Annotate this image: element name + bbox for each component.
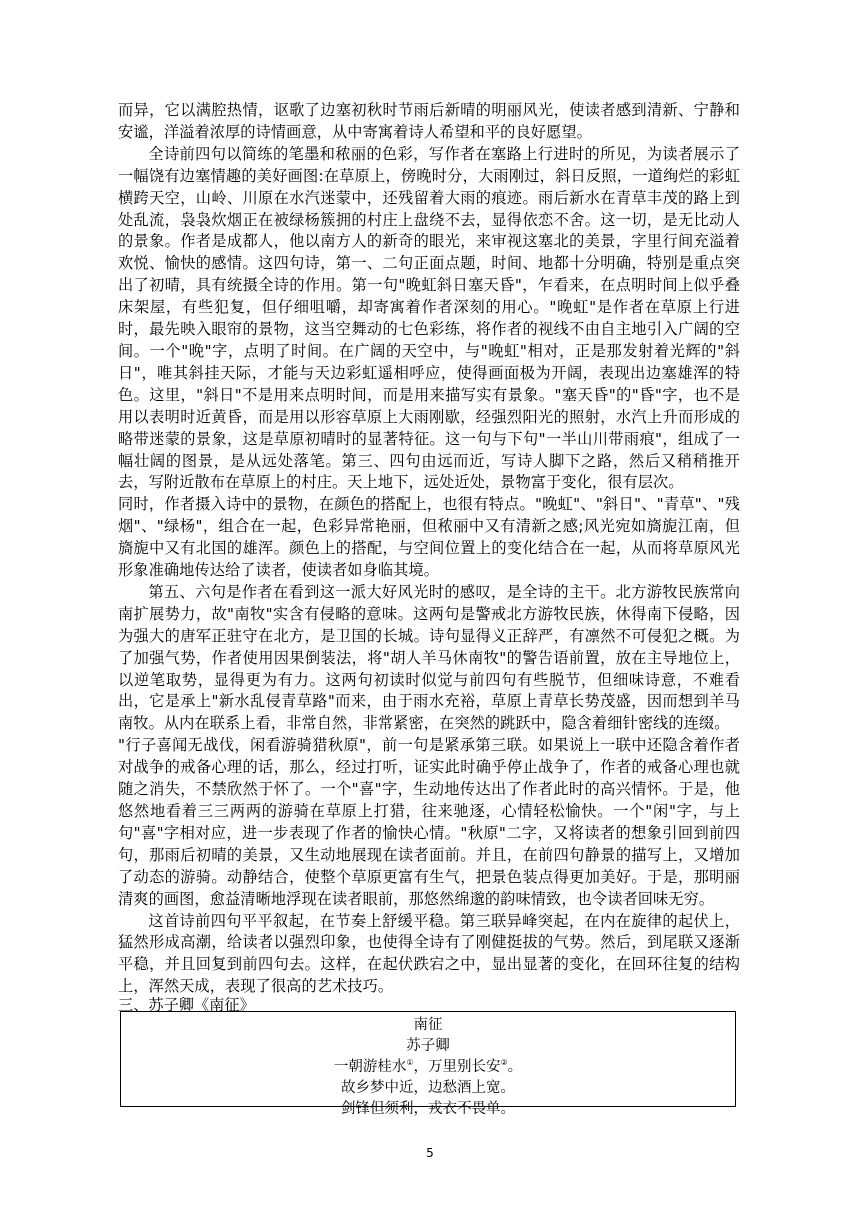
paragraph-6: 这首诗前四句平平叙起，在节奏上舒缓平稳。第三联异峰突起，在内在旋律的起伏上，猛然形成高潮，给读者以强烈印象，也使得全诗有了刚健挺拔的气势。然后，到尾联又逐渐平稳，并且回复到前四句去。这样，在起伏跌宕之中，显出显著的变化，在回环往复的结构上，浑然天成，表现了很高的艺术技巧。 (118, 911, 740, 996)
poem-line-1 (121, 1057, 735, 1078)
poem-line-1-part-b: ，万里别长安 (413, 1059, 501, 1075)
poem-line-1-part-a: 一朝游桂水 (333, 1059, 407, 1075)
poem-line-2: 故乡梦中近，边愁酒上宽。 (341, 1080, 515, 1096)
footnote-marker-2: ② (500, 1058, 508, 1067)
poem-title: 南征 (413, 1017, 443, 1033)
paragraph-2: 全诗前四句以简练的笔墨和秾丽的色彩，写作者在塞路上行进时的所见，为读者展示了一幅饶有边塞情趣的美好画图:在草原上，傍晚时分，大雨刚过，斜日反照，一道绚烂的彩虹横跨天空，山岭、川原在水汽迷蒙中，还残留着大雨的痕迹。雨后新水在青草丰茂的路上到处乱流，袅袅炊烟正在被绿杨簇拥的村庄上盘绕不去，显得依恋不舍。这一切，是无比动人的景象。作者是成都人，他以南方人的新奇的眼光，来审视这塞北的美景，字里行间充溢着欢悦、愉快的感情。这四句诗，第一、二句正面点题，时间、地都十分明确，特别是重点突出了初晴，具有统摄全诗的作用。第一句"晚虹斜日塞天昏"，乍看来，在点明时间上似乎叠床架屋，有些犯复，但仔细咀嚼，却寄寓着作者深刻的用心。"晚虹"是作者在草原上行进时，最先映入眼帘的景物，这当空舞动的七色彩练，将作者的视线不由自主地引入广阔的空间。一个"晚"字，点明了时间。在广阔的天空中，与"晚虹"相对，正是那发射着光辉的"斜日"，唯其斜挂天际，才能与天边彩虹遥相呼应，使得画面极为开阔，表现出边塞雄浑的特色。这里，"斜日"不是用来点明时间，而是用来描写实有景象。"塞天昏"的"昏"字，也不是用以表明时近黄昏，而是用以形容草原上大雨刚歇，经强烈阳光的照射，水汽上升而形成的略带迷蒙的景象，这是草原初晴时的显著特征。这一句与下句"一半山川带雨痕"，组成了一幅壮阔的图景，是从远处落笔。第三、四句由远而近，写诗人脚下之路，然后又稍稍推开去，写附近散布在草原上的村庄。天上地下，远处近处，景物富于变化，很有层次。 (118, 144, 740, 492)
poem-box (120, 1011, 736, 1117)
paragraph-4: 第五、六句是作者在看到这一派大好风光时的感叹，是全诗的主干。北方游牧民族常向南扩展势力，故"南牧"实含有侵略的意味。这两句是警戒北方游牧民族，休得南下侵略，因为强大的唐军正驻守在北方，是卫国的长城。诗句显得义正辞严，有凛然不可侵犯之概。为了加强气势，作者使用因果倒装法，将"胡人羊马休南牧"的警告语前置，放在主导地位上，以逆笔取势，显得更为有力。这两句初读时似觉与前四句有些脱节，但细味诗意，不难看出，它是承上"新水乱侵青草路"而来，由于雨水充裕，草原上青草长势茂盛，因而想到羊马南牧。从内在联系上看，非常自然，非常紧密，在突然的跳跃中，隐含着细针密线的连缀。 (118, 582, 740, 733)
paragraph-3: 同时，作者摄入诗中的景物，在颜色的搭配上，也很有特点。"晚虹"、"斜日"、"青草"、"残烟"、"绿杨"，组合在一起，色彩异常艳丽，但秾丽中又有清新之感;风光宛如旖旎江南，但旖旎中又有北国的雄浑。颜色上的搭配，与空间位置上的变化结合在一起，从而将草原风光形象准确地传达给了读者，使读者如身临其境。 (118, 495, 740, 580)
poem-line-3: 剑锋但须利，戎衣不畏单。 (341, 1101, 515, 1117)
paragraph-1: 而异，它以满腔热情，讴歌了边塞初秋时节雨后新晴的明丽风光，使读者感到清新、宁静和安谧，洋溢着浓厚的诗情画意，从中寄寓着诗人希望和平的良好愿望。 (118, 101, 740, 141)
section-heading: 三、苏子卿《南征》 (118, 996, 255, 1014)
poem-line-1-part-c: 。 (507, 1059, 523, 1075)
article-body (118, 100, 740, 998)
page-number: 5 (426, 1146, 434, 1160)
footnote-marker-1: ① (406, 1058, 414, 1067)
paragraph-5: "行子喜闻无战伐，闲看游骑猎秋原"，前一句是紧承第三联。如果说上一联中还隐含着作者对战争的戒备心理的话，那么，经过打听，证实此时确乎停止战争了，作者的戒备心理也就随之消失，不禁欣然于怀了。一个"喜"字，生动地传达出了作者此时的高兴情怀。于是，他悠然地看着三三两两的游骑在草原上打猎，往来驰逐，心情轻松愉快。一个"闲"字，与上句"喜"字相对应，进一步表现了作者的愉快心情。"秋原"二字，又将读者的想象引回到前四句，那雨后初晴的美景，又生动地展现在读者面前。并且，在前四句静景的描写上，又增加了动态的游骑。动静结合，使整个草原更富有生气，把景色装点得更加美好。于是，那明丽清爽的画图，愈益清晰地浮现在读者眼前，那悠然绵邈的韵味情致，也令读者回味无穷。 (118, 736, 740, 908)
poem-author: 苏子卿 (406, 1038, 450, 1054)
